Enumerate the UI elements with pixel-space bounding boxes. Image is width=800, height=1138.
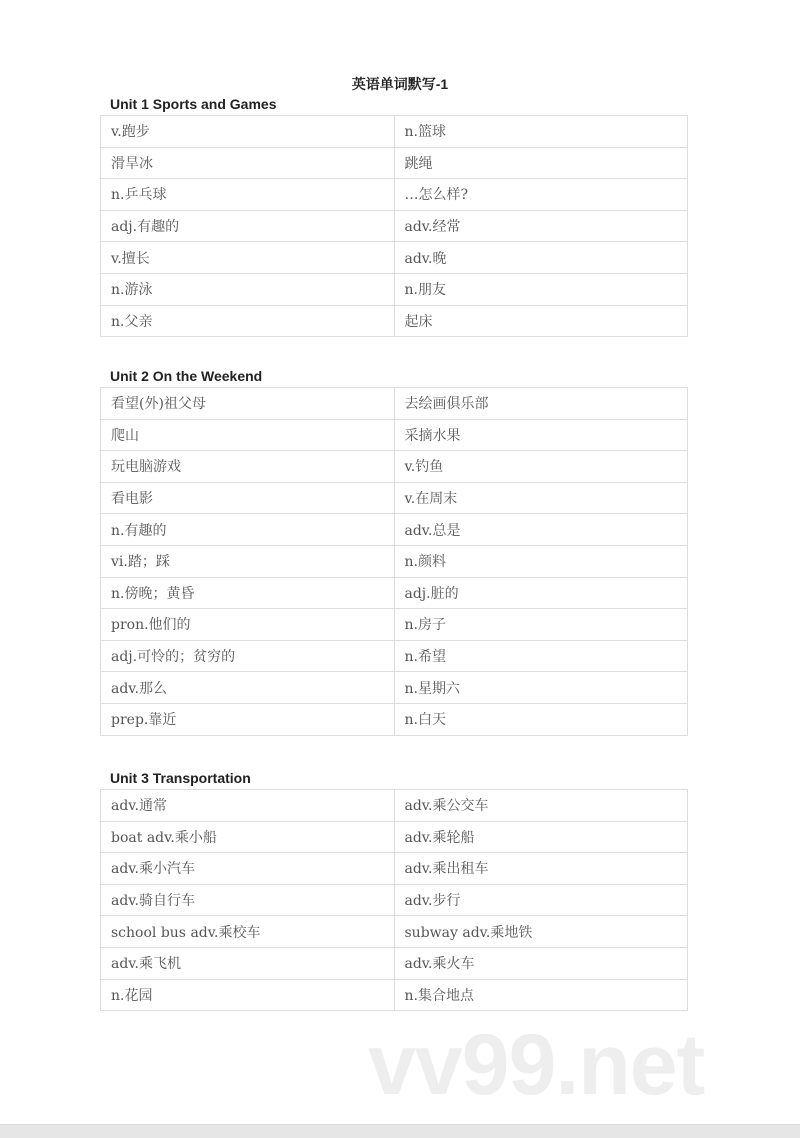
table-cell: 爬山 xyxy=(101,419,395,451)
table-cell: 看望(外)祖父母 xyxy=(101,388,395,420)
table-cell: n.篮球 xyxy=(394,116,688,148)
table-cell: v.擅长 xyxy=(101,242,395,274)
table-cell: n.朋友 xyxy=(394,273,688,305)
vocab-table xyxy=(100,387,688,736)
table-cell: n.花园 xyxy=(101,979,395,1011)
table-cell: n.乒乓球 xyxy=(101,179,395,211)
table-row xyxy=(101,147,688,179)
table-row xyxy=(101,979,688,1011)
table-cell: 采摘水果 xyxy=(394,419,688,451)
vocab-table xyxy=(100,789,688,1011)
table-cell: 去绘画俱乐部 xyxy=(394,388,688,420)
unit-3-section xyxy=(100,770,688,1011)
table-cell: v.钓鱼 xyxy=(394,451,688,483)
table-row xyxy=(101,179,688,211)
watermark: vv99.net xyxy=(368,1017,705,1113)
table-cell: n.房子 xyxy=(394,609,688,641)
table-row xyxy=(101,242,688,274)
table-cell: n.星期六 xyxy=(394,672,688,704)
table-cell: n.有趣的 xyxy=(101,514,395,546)
table-cell: adv.乘出租车 xyxy=(394,853,688,885)
table-row xyxy=(101,210,688,242)
table-cell: vi.踏；踩 xyxy=(101,545,395,577)
table-row xyxy=(101,482,688,514)
table-cell: 滑旱冰 xyxy=(101,147,395,179)
table-row xyxy=(101,640,688,672)
table-cell: n.颜料 xyxy=(394,545,688,577)
table-cell: adv.乘飞机 xyxy=(101,947,395,979)
table-row xyxy=(101,545,688,577)
unit-heading: Unit 2 On the Weekend xyxy=(110,368,263,384)
table-cell: v.在周末 xyxy=(394,482,688,514)
table-cell: adv.乘轮船 xyxy=(394,821,688,853)
bottom-bar xyxy=(0,1124,800,1138)
table-row xyxy=(101,514,688,546)
table-cell: adv.乘火车 xyxy=(394,947,688,979)
table-row xyxy=(101,703,688,735)
unit-1-section xyxy=(100,96,688,337)
table-cell: pron.他们的 xyxy=(101,609,395,641)
table-cell: n.游泳 xyxy=(101,273,395,305)
table-cell: 跳绳 xyxy=(394,147,688,179)
table-cell: school bus adv.乘校车 xyxy=(101,916,395,948)
table-row xyxy=(101,451,688,483)
table-row xyxy=(101,388,688,420)
table-cell: boat adv.乘小船 xyxy=(101,821,395,853)
table-cell: 玩电脑游戏 xyxy=(101,451,395,483)
unit-2-section xyxy=(100,368,688,736)
table-cell: 起床 xyxy=(394,305,688,337)
table-row xyxy=(101,116,688,148)
table-row xyxy=(101,609,688,641)
table-row xyxy=(101,672,688,704)
table-cell: prep.靠近 xyxy=(101,703,395,735)
table-cell: adv.总是 xyxy=(394,514,688,546)
table-row xyxy=(101,821,688,853)
vocab-table xyxy=(100,115,688,337)
table-cell: adj.可怜的；贫穷的 xyxy=(101,640,395,672)
table-cell: n.集合地点 xyxy=(394,979,688,1011)
unit-heading: Unit 1 Sports and Games xyxy=(110,96,277,112)
table-row xyxy=(101,419,688,451)
table-cell: 看电影 xyxy=(101,482,395,514)
table-cell: adv.骑自行车 xyxy=(101,884,395,916)
unit-heading: Unit 3 Transportation xyxy=(110,770,251,786)
table-cell: adv.晚 xyxy=(394,242,688,274)
table-cell: n.白天 xyxy=(394,703,688,735)
table-cell: adv.乘公交车 xyxy=(394,790,688,822)
table-row xyxy=(101,273,688,305)
table-row xyxy=(101,916,688,948)
table-row xyxy=(101,577,688,609)
table-cell: n.父亲 xyxy=(101,305,395,337)
table-cell: adj.脏的 xyxy=(394,577,688,609)
table-cell: adv.经常 xyxy=(394,210,688,242)
table-row xyxy=(101,790,688,822)
table-cell: subway adv.乘地铁 xyxy=(394,916,688,948)
table-row xyxy=(101,884,688,916)
table-row xyxy=(101,947,688,979)
table-cell: n.傍晚；黄昏 xyxy=(101,577,395,609)
table-cell: adv.那么 xyxy=(101,672,395,704)
document-title: 英语单词默写-1 xyxy=(351,76,449,92)
table-cell: n.希望 xyxy=(394,640,688,672)
table-cell: …怎么样? xyxy=(394,179,688,211)
table-row xyxy=(101,305,688,337)
table-row xyxy=(101,853,688,885)
table-cell: adv.通常 xyxy=(101,790,395,822)
table-cell: adv.步行 xyxy=(394,884,688,916)
table-cell: adj.有趣的 xyxy=(101,210,395,242)
table-cell: v.跑步 xyxy=(101,116,395,148)
table-cell: adv.乘小汽车 xyxy=(101,853,395,885)
